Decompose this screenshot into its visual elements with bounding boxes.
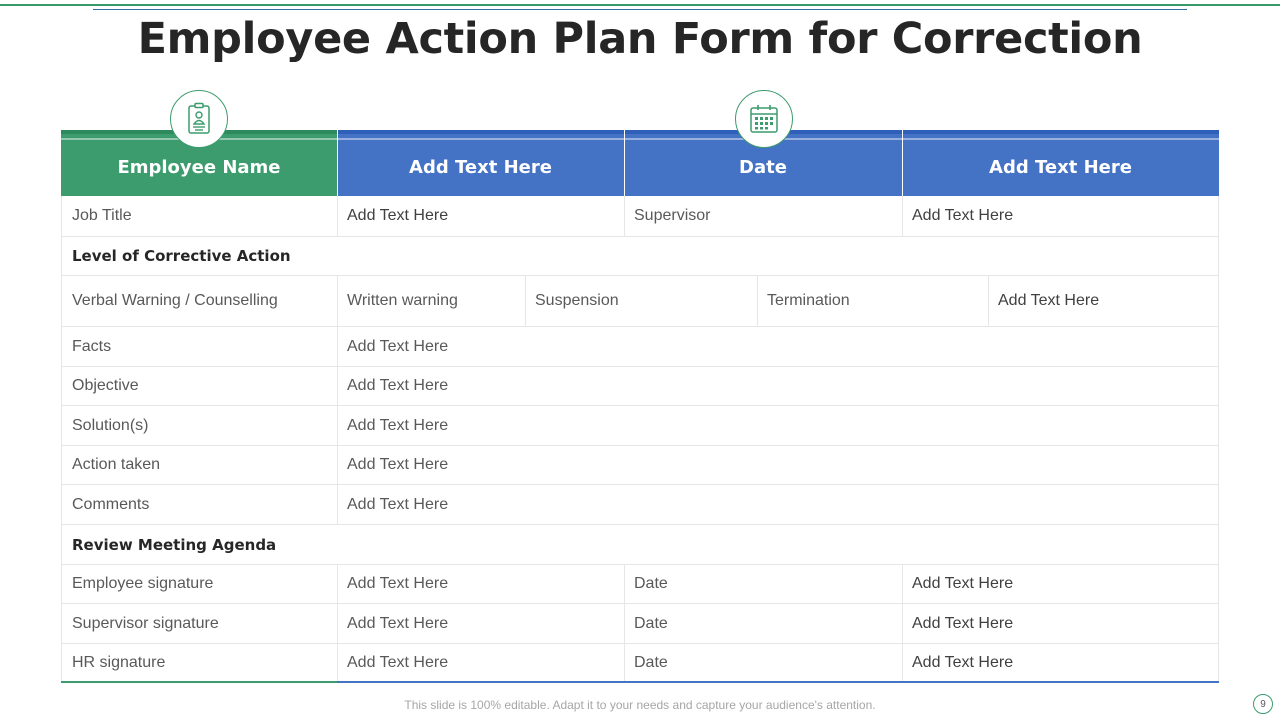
- corrective-section-row: [61, 237, 1219, 276]
- header-divider: [337, 130, 338, 196]
- signature-value[interactable]: Add Text Here: [347, 614, 449, 632]
- job-title-label: Job Title: [72, 207, 132, 224]
- signature-label: Supervisor signature: [72, 614, 219, 632]
- signature-date-label: Date: [634, 654, 668, 671]
- signature-label: HR signature: [72, 654, 166, 671]
- detail-label: Solution(s): [72, 416, 149, 434]
- detail-label: Action taken: [72, 456, 161, 473]
- corrective-section-heading: Level of Corrective Action: [72, 247, 291, 265]
- detail-value[interactable]: Add Text Here: [347, 337, 449, 355]
- detail-row-action-taken: [61, 446, 1219, 485]
- detail-value[interactable]: Add Text Here: [347, 377, 449, 394]
- corrective-levels-row: [61, 276, 1219, 327]
- detail-value[interactable]: Add Text Here: [347, 456, 449, 473]
- header-divider: [902, 130, 903, 196]
- signature-value[interactable]: Add Text Here: [347, 654, 449, 671]
- signature-date-label: Date: [634, 614, 668, 632]
- signature-date-value[interactable]: Add Text Here: [912, 575, 1014, 592]
- detail-label: Objective: [72, 377, 139, 394]
- supervisor-label: Supervisor: [634, 207, 711, 224]
- detail-label: Facts: [72, 337, 112, 355]
- signature-row-hr: [61, 644, 1219, 682]
- header-label: Date: [739, 156, 787, 178]
- signature-date-value[interactable]: Add Text Here: [912, 654, 1014, 671]
- table-bottom-accent-blue: [337, 681, 1219, 683]
- level-written-warning[interactable]: Written warning: [347, 292, 458, 309]
- header-cell-employee-value[interactable]: [337, 130, 624, 196]
- detail-row-solutions: [61, 406, 1219, 446]
- header-label: Add Text Here: [989, 156, 1132, 178]
- top-accent-line: [0, 4, 1280, 6]
- header-label: Employee Name: [117, 156, 281, 178]
- top-divider-line: [93, 9, 1187, 10]
- header-divider: [624, 130, 625, 196]
- table-bottom-accent-green: [61, 681, 337, 683]
- job-title-value[interactable]: Add Text Here: [347, 207, 449, 224]
- review-section-heading: Review Meeting Agenda: [72, 535, 277, 554]
- detail-row-objective: [61, 367, 1219, 406]
- signature-row-employee: [61, 565, 1219, 604]
- signature-row-supervisor: [61, 604, 1219, 644]
- signature-date-value[interactable]: Add Text Here: [912, 614, 1014, 632]
- signature-label: Employee signature: [72, 575, 214, 592]
- header-cell-date-value[interactable]: [902, 130, 1219, 196]
- level-termination[interactable]: Termination: [767, 292, 850, 309]
- page-title: Employee Action Plan Form for Correction: [137, 14, 1143, 64]
- level-suspension[interactable]: Suspension: [535, 292, 619, 309]
- detail-value[interactable]: Add Text Here: [347, 495, 449, 513]
- signature-date-label: Date: [634, 575, 668, 592]
- page-number-badge: 9: [1253, 694, 1273, 714]
- signature-value[interactable]: Add Text Here: [347, 575, 449, 592]
- calendar-icon: [735, 90, 793, 148]
- footer-note: This slide is 100% editable. Adapt it to your needs and capture your audience's attention.: [404, 698, 876, 712]
- detail-label: Comments: [72, 495, 150, 513]
- detail-value[interactable]: Add Text Here: [347, 416, 449, 434]
- job-title-row: [61, 196, 1219, 237]
- level-custom-value[interactable]: Add Text Here: [998, 292, 1100, 309]
- detail-row-comments: [61, 485, 1219, 525]
- id-badge-icon: [170, 90, 228, 148]
- review-section-row: [61, 525, 1219, 565]
- supervisor-value[interactable]: Add Text Here: [912, 207, 1014, 224]
- header-label: Add Text Here: [409, 156, 552, 178]
- level-verbal-warning[interactable]: Verbal Warning / Counselling: [72, 292, 278, 309]
- detail-row-facts: [61, 327, 1219, 367]
